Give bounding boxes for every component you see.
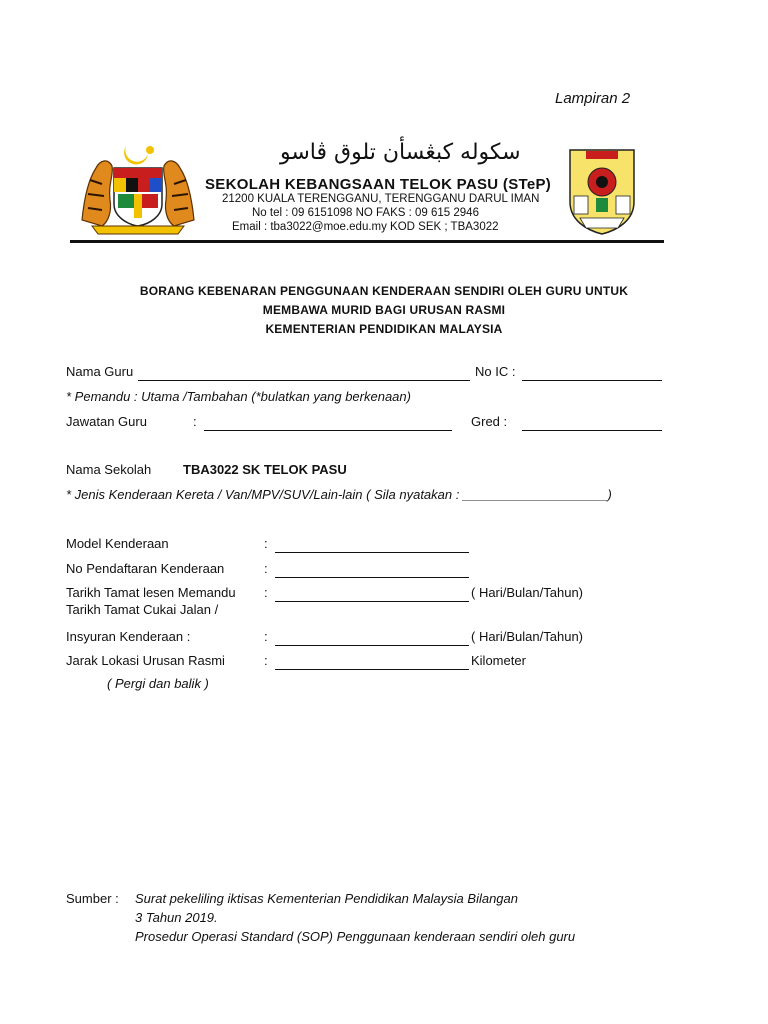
nama-sekolah-label: Nama Sekolah	[66, 462, 152, 477]
sumber-line-3: Prosedur Operasi Standard (SOP) Penggunaan kenderaan sendiri oleh guru	[135, 929, 576, 944]
insyuran-format: ( Hari/Bulan/Tahun)	[471, 629, 583, 644]
letterhead-divider	[70, 240, 664, 243]
tarikh-lesen-label: Tarikh Tamat lesen Memandu	[66, 585, 236, 600]
no-pendaftaran-field[interactable]	[275, 577, 469, 578]
model-colon: :	[264, 536, 268, 551]
pendaftaran-colon: :	[264, 561, 268, 576]
tarikh-lesen-field[interactable]	[275, 601, 469, 602]
jarak-colon: :	[264, 653, 268, 668]
form-title-line-2: MEMBAWA MURID BAGI URUSAN RASMI	[262, 303, 506, 317]
tarikh-cukai-label: Tarikh Tamat Cukai Jalan /	[66, 602, 219, 617]
insyuran-colon: :	[264, 629, 268, 644]
form-title-line-3: KEMENTERIAN PENDIDIKAN MALAYSIA	[265, 322, 503, 336]
jarak-field[interactable]	[275, 669, 469, 670]
nama-sekolah-value: TBA3022 SK TELOK PASU	[183, 462, 347, 477]
pemandu-note: * Pemandu : Utama /Tambahan (*bulatkan yang berkenaan)	[66, 389, 411, 404]
tarikh-colon: :	[264, 585, 268, 600]
form-title-line-1: BORANG KEBENARAN PENGGUNAAN KENDERAAN SENDIRI OLEH GURU UNTUK	[139, 284, 629, 298]
jarak-label: Jarak Lokasi Urusan Rasmi	[66, 653, 225, 668]
jawatan-colon: :	[193, 414, 197, 429]
nama-guru-field[interactable]	[138, 380, 470, 381]
sumber-label: Sumber :	[66, 891, 119, 906]
no-pendaftaran-label: No Pendaftaran Kenderaan	[66, 561, 225, 576]
no-ic-label: No IC :	[475, 364, 516, 379]
no-ic-field[interactable]	[522, 380, 662, 381]
gred-label: Gred :	[471, 414, 508, 429]
kilometer-label: Kilometer	[471, 653, 526, 668]
jawatan-guru-field[interactable]	[204, 430, 452, 431]
insyuran-field[interactable]	[275, 645, 469, 646]
nama-guru-label: Nama Guru	[66, 364, 134, 379]
gred-field[interactable]	[522, 430, 662, 431]
pergi-dan-balik-note: ( Pergi dan balik )	[107, 676, 209, 691]
model-kenderaan-field[interactable]	[275, 552, 469, 553]
sumber-line-2: 3 Tahun 2019.	[135, 910, 218, 925]
school-phone: No tel : 09 6151098 NO FAKS : 09 615 2946	[252, 207, 479, 219]
school-email: Email : tba3022@moe.edu.my KOD SEK ; TBA3022	[232, 221, 499, 233]
school-badge-icon	[566, 146, 638, 236]
school-name: SEKOLAH KEBANGSAAN TELOK PASU (STeP)	[205, 176, 552, 193]
jawi-school-name: سکوله کبڠسأن تلوق ڤاسو	[280, 140, 521, 165]
school-address: 21200 KUALA TERENGGANU, TERENGGANU DARUL IMAN	[222, 193, 540, 205]
coat-of-arms-icon	[78, 140, 198, 236]
jenis-kenderaan-note: * Jenis Kenderaan Kereta / Van/MPV/SUV/Lain-lain ( Sila nyatakan : ____________________)	[66, 487, 612, 502]
model-kenderaan-label: Model Kenderaan	[66, 536, 169, 551]
jawatan-guru-label: Jawatan Guru	[66, 414, 147, 429]
sumber-line-1: Surat pekeliling iktisas Kementerian Pendidikan Malaysia Bilangan	[135, 891, 518, 906]
tarikh-lesen-format: ( Hari/Bulan/Tahun)	[471, 585, 583, 600]
insyuran-label: Insyuran Kenderaan :	[66, 629, 191, 644]
lampiran-label: Lampiran 2	[555, 90, 631, 107]
